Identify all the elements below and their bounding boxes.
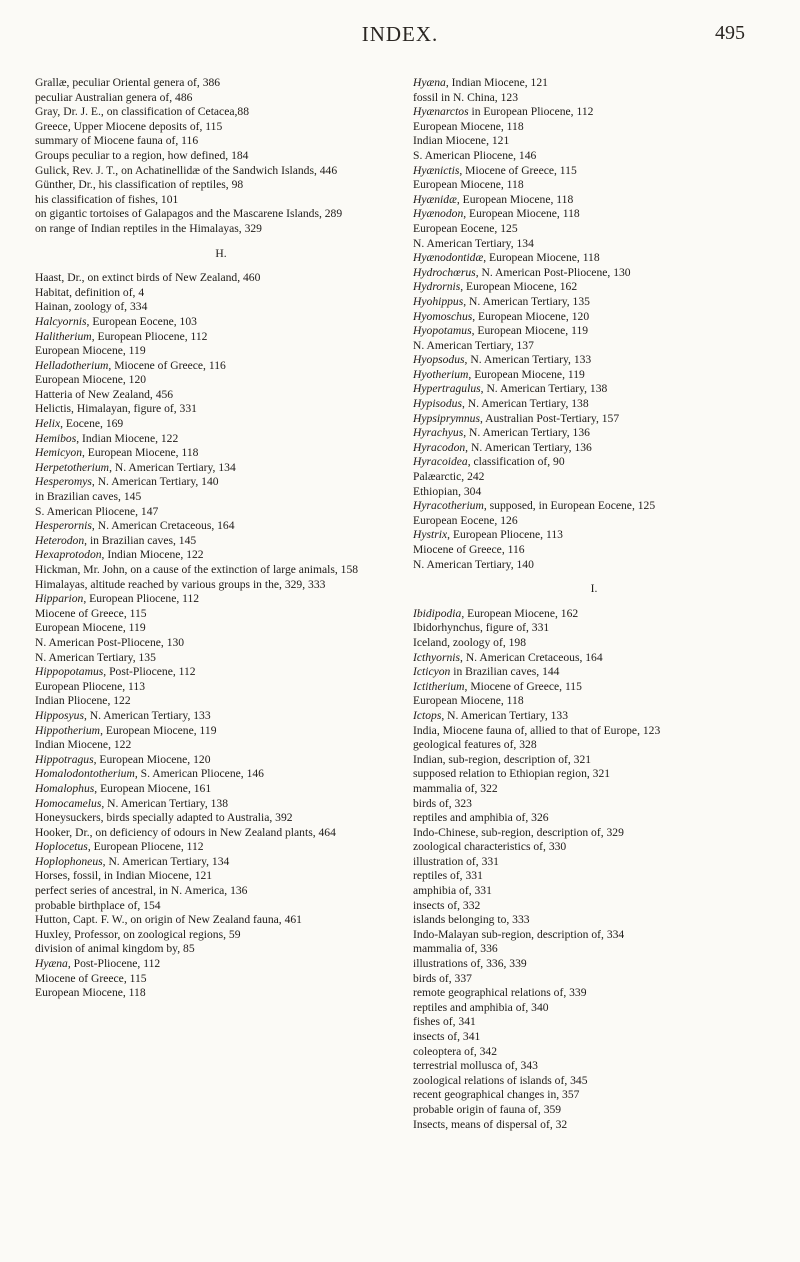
- entry-subline: supposed relation to Ethiopian region, 321: [413, 767, 611, 781]
- index-entry: [413, 105, 775, 163]
- entry-text: , European Miocene, 119: [468, 367, 585, 381]
- index-entry: [35, 869, 407, 913]
- entry-term: Heterodon: [35, 533, 85, 547]
- entry-text: Honeysuckers, birds specially adapted to Australia, 392: [35, 811, 293, 825]
- index-entry: [413, 724, 775, 753]
- entry-subline: zoological relations of islands of, 345: [413, 1073, 588, 1087]
- entry-text: , N. American Tertiary, 133: [441, 708, 569, 722]
- entry-subline: in Brazilian caves, 145: [35, 490, 142, 504]
- entry-term: Hyohippus: [413, 294, 464, 308]
- entry-term: Hypisodus: [413, 397, 462, 411]
- entry-text: , European Miocene, 118: [82, 446, 199, 460]
- entry-text: , Miocene of Greece, 115: [459, 163, 577, 177]
- entry-text: , N. American Tertiary, 138: [101, 796, 229, 810]
- index-entry: [35, 446, 407, 461]
- entry-subline: recent geographical changes in, 357: [413, 1088, 580, 1102]
- index-entry: [413, 397, 775, 412]
- index-entry: [413, 1118, 775, 1133]
- entry-text: Horses, fossil, in Indian Miocene, 121: [35, 869, 213, 883]
- entry-term: Homocamelus: [35, 796, 102, 810]
- entry-text: Indo-Malayan sub-region, description of, 334: [413, 927, 625, 941]
- index-entry: [35, 592, 407, 665]
- entry-subline: Ethiopian, 304: [413, 484, 482, 498]
- entry-text: Indo-Chinese, sub-region, description of, 329: [413, 825, 624, 839]
- entry-text: , European Miocene, 119: [100, 723, 217, 737]
- entry-subline: zoological characteristics of, 330: [413, 840, 567, 854]
- index-entry: [35, 913, 407, 928]
- entry-subline: probable birthplace of, 154: [35, 898, 161, 912]
- index-entry: [413, 651, 775, 666]
- entry-subline: birds of, 337: [413, 971, 472, 985]
- entry-text: Himalayas, altitude reached by various groups in the, 329, 333: [35, 577, 326, 591]
- entry-text: , Indian Miocene, 122: [76, 431, 179, 445]
- index-entry: [35, 149, 407, 164]
- entry-subline: N. American Tertiary, 134: [413, 236, 534, 250]
- index-entry: [35, 811, 407, 826]
- index-entry: [35, 76, 407, 105]
- index-entry: [413, 528, 775, 572]
- entry-text: , N. American Cretaceous, 164: [91, 519, 235, 533]
- index-entry: [35, 782, 407, 797]
- entry-term: Hyomoschus: [413, 309, 473, 323]
- entry-text: , European Miocene, 120: [93, 752, 211, 766]
- entry-subline: fossil in N. China, 123: [413, 90, 518, 104]
- entry-term: Hoplophoneus: [35, 854, 103, 868]
- index-entry: [413, 665, 775, 680]
- entry-term: Hyopotamus: [413, 324, 472, 338]
- entry-text: , European Miocene, 162: [460, 280, 578, 294]
- index-entry: [35, 461, 407, 476]
- index-entry: [35, 417, 407, 432]
- entry-text: , classification of, 90: [467, 455, 565, 469]
- entry-text: , European Miocene, 119: [471, 324, 589, 338]
- entry-text: Greece, Upper Miocene deposits of, 115: [35, 119, 223, 133]
- index-entry: [35, 957, 407, 1001]
- entry-text: , European Pliocene, 113: [447, 528, 563, 542]
- entry-subline: European Miocene, 119: [35, 621, 146, 635]
- entry-subline: fishes of, 341: [413, 1015, 476, 1029]
- entry-term: Hesperornis: [35, 519, 92, 533]
- entry-term: Hesperomys: [35, 475, 92, 489]
- entry-subline: his classification of fishes, 101: [35, 192, 179, 206]
- index-entry: [35, 797, 407, 812]
- section-gap: [35, 261, 407, 271]
- entry-term: Hyænidæ: [413, 192, 457, 206]
- entry-text: , N. American Tertiary, 138: [480, 382, 608, 396]
- entry-subline: Indian Pliocene, 122: [35, 694, 131, 708]
- entry-term: Hippotragus: [35, 752, 94, 766]
- entry-subline: Miocene of Greece, 115: [35, 606, 147, 620]
- entry-text: Insects, means of dispersal of, 32: [413, 1117, 568, 1131]
- entry-term: Homalodontotherium: [35, 767, 135, 781]
- entry-text: , N. American Post-Pliocene, 130: [475, 265, 631, 279]
- entry-subline: European Miocene, 118: [413, 694, 524, 708]
- entry-term: Hyotherium: [413, 367, 469, 381]
- entry-term: Hyænarctos: [413, 105, 469, 119]
- entry-term: Halitherium: [35, 329, 92, 343]
- index-entry: [35, 855, 407, 870]
- entry-text: , N. American Cretaceous, 164: [460, 650, 603, 664]
- index-entry: [35, 548, 407, 563]
- section-letter: I.: [590, 582, 598, 596]
- index-entry: [35, 359, 407, 388]
- entry-text: Hatteria of New Zealand, 456: [35, 387, 174, 401]
- entry-text: , N. American Tertiary, 133: [464, 353, 592, 367]
- entry-subline: mammalia of, 322: [413, 781, 498, 795]
- index-entry: [413, 426, 775, 441]
- index-entry: [35, 563, 407, 578]
- entry-subline: S. American Pliocene, 146: [413, 148, 537, 162]
- entry-term: Hemibos: [35, 431, 77, 445]
- index-entry: [413, 499, 775, 528]
- entry-subline: perfect series of ancestral, in N. America, 136: [35, 884, 248, 898]
- entry-subline: European Pliocene, 113: [35, 679, 145, 693]
- entry-term: Hypsiprymnus: [413, 411, 480, 425]
- entry-term: Hippopotamus: [35, 665, 104, 679]
- index-entry: [35, 534, 407, 549]
- index-entry: [413, 310, 775, 325]
- entry-subline: peculiar Australian genera of, 486: [35, 90, 193, 104]
- entry-term: Hyænodontidæ: [413, 251, 484, 265]
- page-header: [0, 22, 800, 52]
- entry-subline: islands belonging to, 333: [413, 913, 530, 927]
- index-entry: [413, 266, 775, 281]
- entry-text: , Miocene of Greece, 116: [108, 358, 226, 372]
- entry-term: Homalophus: [35, 781, 95, 795]
- entry-text: , N. American Tertiary, 136: [463, 426, 590, 440]
- entry-subline: Miocene of Greece, 115: [35, 971, 147, 985]
- entry-text: , in Brazilian caves, 145: [84, 533, 197, 547]
- entry-term: Hyænodon: [413, 207, 464, 221]
- entry-text: , Miocene of Greece, 115: [464, 679, 582, 693]
- entry-text: Helictis, Himalayan, figure of, 331: [35, 402, 197, 416]
- entry-subline: division of animal kingdom by, 85: [35, 942, 195, 956]
- index-entry: [35, 432, 407, 447]
- entry-text: , S. American Pliocene, 146: [134, 767, 264, 781]
- index-column-left: [35, 76, 407, 1001]
- entry-text: , European Miocene, 118: [483, 251, 600, 265]
- entry-term: Hexaprotodon: [35, 548, 102, 562]
- index-entry: [413, 621, 775, 636]
- entry-term: Hyæna: [35, 957, 68, 971]
- index-entry: [35, 105, 407, 120]
- index-entry: [35, 402, 407, 417]
- section-gap: [35, 237, 407, 247]
- entry-term: Hyracotherium: [413, 499, 484, 513]
- entry-term: Helladotherium: [35, 358, 109, 372]
- index-entry: [35, 928, 407, 957]
- entry-text: Grallæ, peculiar Oriental genera of, 386: [35, 76, 221, 89]
- index-entry: [35, 767, 407, 782]
- index-entry: [35, 271, 407, 286]
- section-gap: [413, 572, 775, 582]
- entry-term: Hyracodon: [413, 440, 466, 454]
- entry-text: , European Miocene, 162: [461, 606, 579, 620]
- entry-term: Hyrachyus: [413, 426, 464, 440]
- entry-subline: terrestrial mollusca of, 343: [413, 1059, 538, 1073]
- index-entry: [35, 753, 407, 768]
- entry-term: Hydrochœrus: [413, 265, 476, 279]
- entry-subline: reptiles and amphibia of, 326: [413, 811, 549, 825]
- index-entry: [413, 251, 775, 266]
- index-entry: [35, 388, 407, 403]
- entry-text: , European Miocene, 161: [94, 781, 212, 795]
- index-entry: [413, 76, 775, 105]
- entry-text: , European Pliocene, 112: [91, 329, 208, 343]
- entry-subline: remote geographical relations of, 339: [413, 986, 587, 1000]
- entry-text: , Post-Pliocene, 112: [67, 957, 161, 971]
- entry-subline: on gigantic tortoises of Galapagos and the Mascarene Islands, 289: [35, 207, 343, 221]
- entry-subline: N. American Tertiary, 137: [413, 338, 534, 352]
- entry-text: Ibidorhynchus, figure of, 331: [413, 621, 550, 635]
- index-entry: [413, 709, 775, 724]
- entry-text: Gulick, Rev. J. T., on Achatinellidæ of the Sandwich Islands, 446: [35, 163, 338, 177]
- entry-term: Hipparion: [35, 592, 84, 606]
- entry-text: Haast, Dr., on extinct birds of New Zealand, 460: [35, 271, 261, 285]
- index-entry: [413, 607, 775, 622]
- entry-text: Iceland, zoology of, 198: [413, 635, 527, 649]
- entry-subline: insects of, 332: [413, 898, 481, 912]
- entry-subline: insects of, 341: [413, 1030, 481, 1043]
- entry-subline: coleoptera of, 342: [413, 1044, 498, 1058]
- entry-text: India, Miocene fauna of, allied to that of Europe, 123: [413, 723, 661, 737]
- entry-term: Hyænictis: [413, 163, 460, 177]
- entry-text: , N. American Tertiary, 140: [91, 475, 219, 489]
- entry-text: , European Miocene, 120: [472, 309, 590, 323]
- entry-term: Hyracoidea: [413, 455, 468, 469]
- index-entry: [413, 353, 775, 368]
- entry-subline: European Miocene, 118: [35, 986, 146, 1000]
- entry-text: Huxley, Professor, on zoological regions, 59: [35, 927, 241, 941]
- entry-subline: N. American Tertiary, 135: [35, 650, 156, 664]
- index-entry: [35, 286, 407, 301]
- entry-subline: geological features of, 328: [413, 738, 537, 752]
- entry-text: , Indian Miocene, 121: [445, 76, 548, 89]
- entry-text: , N. American Tertiary, 136: [465, 440, 592, 454]
- entry-text: , European Pliocene, 112: [83, 592, 200, 606]
- entry-term: Ictitherium: [413, 679, 465, 693]
- index-entry: [35, 120, 407, 149]
- index-entry: [413, 207, 775, 251]
- entry-term: Hoplocetus: [35, 840, 88, 854]
- index-entry: [413, 324, 775, 353]
- entry-text: , European Miocene, 118: [456, 192, 574, 206]
- entry-subline: summary of Miocene fauna of, 116: [35, 134, 199, 148]
- entry-subline: illustrations of, 336, 339: [413, 957, 527, 971]
- index-entry: [35, 724, 407, 753]
- index-entry: [413, 164, 775, 193]
- entry-text: , European Eocene, 103: [86, 314, 197, 328]
- index-entry: [35, 178, 407, 236]
- entry-subline: Miocene of Greece, 116: [413, 543, 525, 556]
- entry-subline: S. American Pliocene, 147: [35, 504, 159, 518]
- index-entry: [35, 300, 407, 315]
- index-entry: [413, 826, 775, 928]
- index-entry: [35, 330, 407, 359]
- entry-subline: reptiles of, 331: [413, 869, 483, 883]
- entry-text: Hooker, Dr., on deficiency of odours in New Zealand plants, 464: [35, 825, 336, 839]
- entry-term: Hyopsodus: [413, 353, 465, 367]
- index-entry: [413, 441, 775, 456]
- entry-text: Günther, Dr., his classification of reptiles, 98: [35, 178, 244, 192]
- entry-text: Groups peculiar to a region, how defined, 184: [35, 148, 249, 162]
- index-entry: [413, 753, 775, 826]
- entry-subline: European Miocene, 118: [413, 178, 524, 192]
- entry-text: , European Miocene, 118: [463, 207, 580, 221]
- entry-term: Hydrornis: [413, 280, 461, 294]
- index-column-right: [413, 76, 775, 1132]
- entry-term: Hipposyus: [35, 708, 84, 722]
- entry-term: Ictops: [413, 708, 442, 722]
- entry-subline: on range of Indian reptiles in the Himalayas, 329: [35, 221, 262, 235]
- entry-text: , N. American Tertiary, 133: [83, 708, 211, 722]
- index-entry: [413, 928, 775, 1118]
- entry-term: Icthyornis: [413, 650, 461, 664]
- index-entry: [35, 519, 407, 534]
- entry-text: , Australian Post-Tertiary, 157: [479, 411, 620, 425]
- entry-text: in European Pliocene, 112: [468, 105, 594, 119]
- entry-text: in Brazilian caves, 144: [450, 665, 560, 679]
- entry-subline: birds of, 323: [413, 796, 472, 810]
- section-gap: [413, 597, 775, 607]
- index-entry: [413, 680, 775, 709]
- index-entry: [35, 665, 407, 709]
- index-entry: [413, 280, 775, 295]
- entry-subline: N. American Tertiary, 140: [413, 557, 534, 571]
- entry-term: Herpetotherium: [35, 460, 110, 474]
- entry-text: , Eocene, 169: [60, 417, 124, 431]
- entry-text: , Indian Miocene, 122: [101, 548, 204, 562]
- entry-subline: Indian Miocene, 121: [413, 134, 510, 148]
- index-entry: [413, 412, 775, 427]
- index-entry: [413, 368, 775, 383]
- index-entry: [413, 636, 775, 651]
- entry-term: Helix: [35, 417, 61, 431]
- entry-subline: European Eocene, 125: [413, 221, 518, 235]
- entry-text: , N. American Tertiary, 134: [109, 460, 236, 474]
- entry-subline: European Miocene, 118: [413, 119, 524, 133]
- entry-term: Halcyornis: [35, 314, 87, 328]
- entry-text: , N. American Tertiary, 138: [461, 397, 589, 411]
- entry-term: Hystrix: [413, 528, 448, 542]
- index-entry: [35, 826, 407, 841]
- entry-subline: European Eocene, 126: [413, 513, 518, 527]
- entry-text: , N. American Tertiary, 134: [102, 854, 230, 868]
- entry-subline: Palæarctic, 242: [413, 470, 485, 484]
- entry-subline: European Miocene, 120: [35, 373, 147, 387]
- entry-text: Indian, sub-region, description of, 321: [413, 752, 592, 766]
- index-entry: [35, 164, 407, 179]
- entry-subline: illustration of, 331: [413, 854, 499, 868]
- entry-text: Hutton, Capt. F. W., on origin of New Zealand fauna, 461: [35, 913, 302, 927]
- entry-subline: European Miocene, 119: [35, 344, 146, 358]
- entry-term: Ibidipodia: [413, 606, 462, 620]
- entry-term: Hyæna: [413, 76, 446, 89]
- index-entry: [413, 295, 775, 310]
- page-number: 495: [715, 22, 745, 44]
- entry-term: Hemicyon: [35, 446, 82, 460]
- entry-text: Hainan, zoology of, 334: [35, 300, 148, 314]
- index-entry: [413, 455, 775, 499]
- entry-subline: probable origin of fauna of, 359: [413, 1102, 562, 1116]
- entry-term: Icticyon: [413, 665, 451, 679]
- entry-term: Hypertragulus: [413, 382, 481, 396]
- index-entry: [35, 578, 407, 593]
- running-title: INDEX.: [361, 22, 439, 46]
- entry-text: , N. American Tertiary, 135: [463, 294, 590, 308]
- index-entry: [413, 382, 775, 397]
- index-entry: [35, 840, 407, 855]
- index-entry: [35, 709, 407, 724]
- section-letter: H.: [215, 246, 227, 260]
- entry-text: , Post-Pliocene, 112: [103, 665, 196, 679]
- entry-text: , European Pliocene, 112: [87, 840, 204, 854]
- entry-subline: mammalia of, 336: [413, 942, 498, 956]
- index-entry: [413, 193, 775, 208]
- entry-subline: Indian Miocene, 122: [35, 738, 132, 752]
- entry-subline: amphibia of, 331: [413, 884, 492, 898]
- entry-subline: N. American Post-Pliocene, 130: [35, 635, 185, 649]
- entry-text: Hickman, Mr. John, on a cause of the extinction of large animals, 158: [35, 563, 359, 576]
- entry-subline: reptiles and amphibia of, 340: [413, 1000, 549, 1014]
- entry-text: Gray, Dr. J. E., on classification of Cetacea,88: [35, 105, 249, 119]
- entry-term: Hippotherium: [35, 723, 101, 737]
- index-entry: [35, 315, 407, 330]
- entry-text: Habitat, definition of, 4: [35, 285, 145, 299]
- index-entry: [35, 475, 407, 519]
- entry-text: , supposed, in European Eocene, 125: [483, 499, 656, 513]
